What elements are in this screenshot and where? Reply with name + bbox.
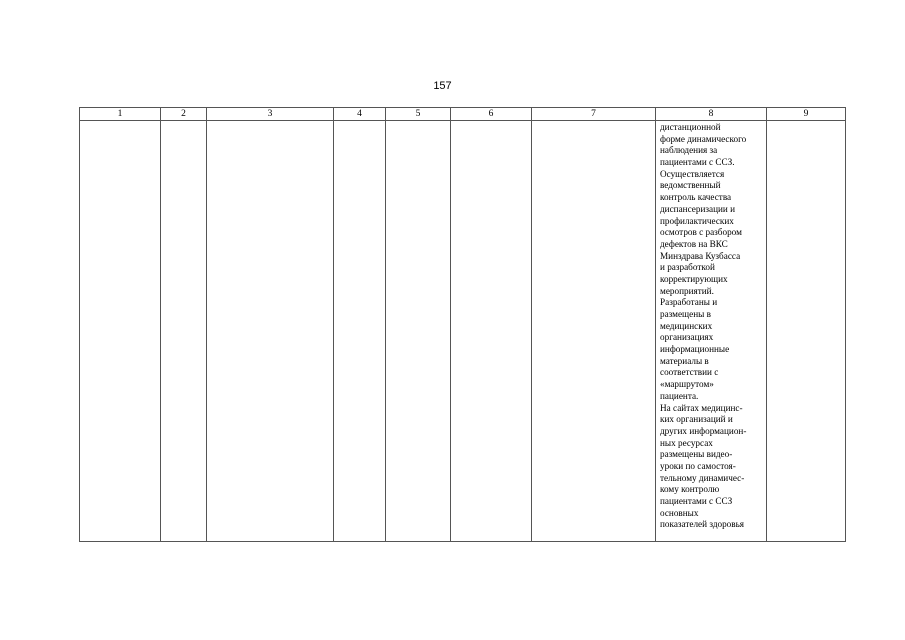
text-line: «маршрутом» (660, 379, 714, 390)
text-line: контроль качества (660, 192, 732, 203)
column-header-2: 2 (161, 108, 207, 121)
table-cell-col1 (80, 121, 161, 542)
column-header-6: 6 (451, 108, 532, 121)
text-line: дефектов на ВКС (660, 238, 728, 249)
table-cell-col8 (656, 121, 767, 542)
table-cell-col2 (161, 121, 207, 542)
text-line: других информацион- (660, 425, 747, 436)
text-line: уроки по самостоя- (660, 460, 736, 471)
text-line: профилактических (660, 215, 734, 226)
text-line: пациентами с ССЗ. (660, 157, 735, 168)
text-line: ведомственный (660, 180, 721, 191)
text-line: материалы в (660, 355, 709, 366)
column-header-8: 8 (656, 108, 767, 121)
text-line: информационные (660, 344, 730, 355)
text-line: кому контролю (660, 484, 720, 495)
page-number: 157 (433, 80, 452, 92)
column-header-7: 7 (532, 108, 656, 121)
text-line: и разработкой (660, 262, 715, 273)
text-line: размещены видео- (660, 449, 733, 460)
text-line: дистанционной (660, 122, 721, 132)
table-cell-col4 (334, 121, 386, 542)
table-row (80, 121, 846, 542)
text-line: осмотров с разбором (660, 227, 742, 238)
text-line: Минздрава Кузбасса (660, 250, 741, 261)
table-cell-col3 (207, 121, 334, 542)
text-line: корректирующих (660, 273, 728, 284)
text-line: На сайтах медицинс- (660, 402, 743, 413)
table-cell-col5 (386, 121, 451, 542)
text-line: медицинских (660, 320, 713, 331)
text-line: ных ресурсах (660, 437, 713, 448)
column-header-4: 4 (334, 108, 386, 121)
column-header-5: 5 (386, 108, 451, 121)
column-header-3: 3 (207, 108, 334, 121)
table-cell-col9 (767, 121, 846, 542)
table-cell-col7 (532, 121, 656, 542)
text-line: тельному динамичес- (660, 472, 745, 483)
text-line: форме динамического (660, 133, 747, 144)
document-table (79, 107, 846, 542)
text-line: организациях (660, 332, 714, 343)
text-line: показателей здоровья (660, 519, 745, 530)
column-header-9: 9 (767, 108, 846, 121)
text-line: соответствии с (660, 367, 719, 378)
text-line: мероприятий. (660, 285, 714, 296)
text-line: пациентами с ССЗ (660, 496, 733, 506)
text-line: размещены в (660, 309, 711, 319)
text-line: Разработаны и (660, 297, 718, 308)
table-header-row (80, 108, 846, 121)
column-header-1: 1 (80, 108, 161, 121)
table-cell-col6 (451, 121, 532, 542)
text-line: ких организаций и (660, 414, 733, 425)
text-line: Осуществляется (660, 168, 725, 179)
text-line: наблюдения за (660, 145, 718, 156)
column8-text (656, 121, 766, 531)
text-line: диспансеризации и (660, 203, 736, 214)
text-line: пациента. (660, 390, 699, 401)
text-line: основных (660, 507, 699, 518)
